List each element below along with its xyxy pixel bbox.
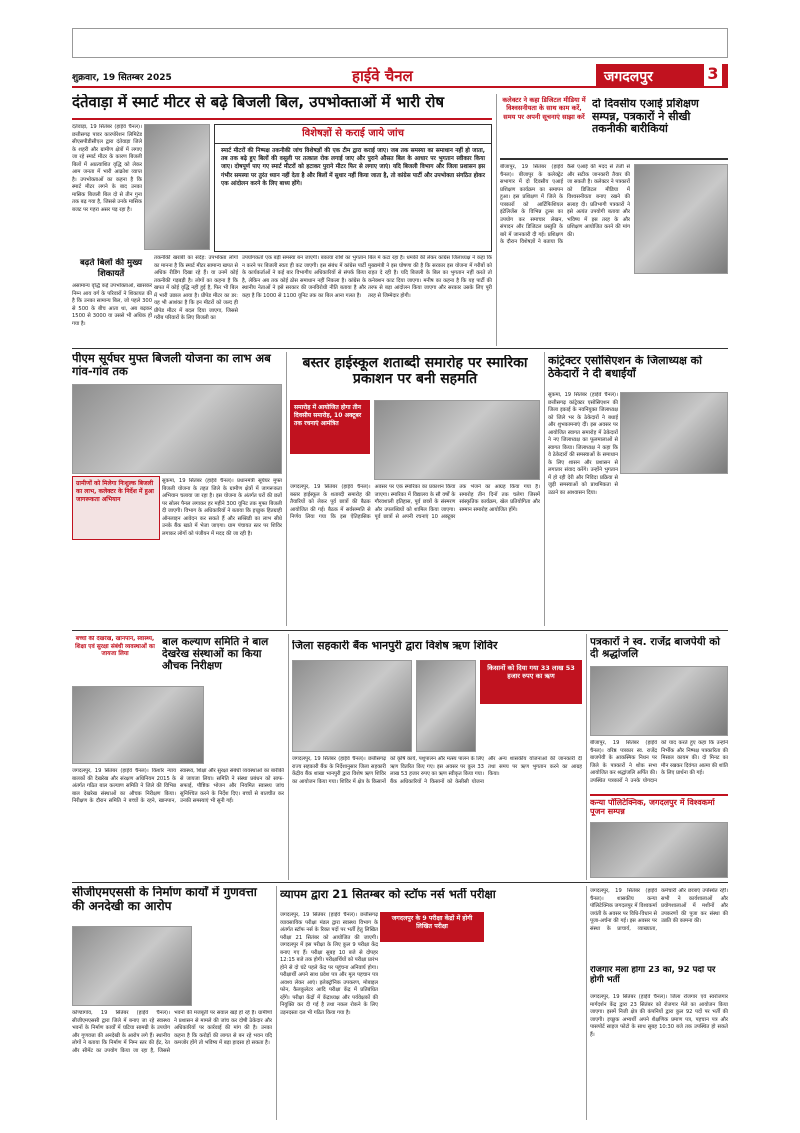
paper-name: हाईवे चैनल xyxy=(352,67,413,85)
solar-callout xyxy=(72,476,160,540)
bastar-photo xyxy=(374,400,540,480)
bastar-headline: बस्तर हाईस्कूल शताब्दी समारोह पर स्मारिका प्रकाशन पर बनी सहमति xyxy=(302,355,528,388)
jobs-fair-headline: रोजगार मेला होगा 23 को, 92 पदों पर होगी भर्ती xyxy=(590,966,716,985)
bal-kalyan-photo xyxy=(72,686,204,764)
top-ad-banner xyxy=(72,28,728,58)
smart-meter-col1: दंतेवाड़ा, 19 सितंबर (हाईवे चैनल)। छत्तीसगढ़ पावर कारपोरेशन लिमिटेड सीएसपीडीसीएल द्वारा दंतेवाड़ा जिले के शहरी और ग्रामीण क्षेत्रों में लगाए जा रहे स्मार्ट मीटर के कारण बिजली बिलों में अप्रत्याशित वृद्धि को लेकर आम जनता में भारी आक्रोश व्याप्त है। उपभोक्ताओं का कहना है कि स्मार्ट मीटर लगने के बाद उनका मासिक बिजली बिल दो से तीन गुना तक बढ़ गया है, जिससे उनके मासिक बजट पर गहरा असर पड़ रहा है। xyxy=(72,124,142,213)
bank-callout xyxy=(480,660,582,704)
bal-kalyan-body: जगदलपुर, 19 सितंबर (हाईवे चैनल)। किशोर न्याय बालकों की देखरेख और संरक्षण अधिनियम 2015 के अंतर्गत गठित बाल कल्याण समिति ने जिले की विभिन्न बाल देखरेख संस्थाओं का औचक निरीक्षण किया। निरीक्षण के दौरान समिति ने बच्चों के रहने, खानपान, स्वास्थ्य, शिक्षा और सुरक्षा संबंधी व्यवस्थाओं का बारीकी से जायजा लिया। समिति ने संस्था प्रबंधन को साफ-सफाई, पौष्टिक भोजन और नियमित स्वास्थ्य जांच सुनिश्चित करने के निर्देश दिए। बच्चों से बातचीत कर उनकी समस्याएं भी सुनी गईं। xyxy=(72,768,284,805)
jobs-fair-body: जगदलपुर, 19 सितंबर (हाईवे चैनल)। जिला रोजगार एवं स्वरोजगार मार्गदर्शन केंद्र द्वारा 23 सितंबर को रोजगार मेले का आयोजन किया जाएगा। इसमें निजी क्षेत्र की कंपनियों द्वारा कुल 92 पदों पर भर्ती की जाएगी। इच्छुक अभ्यर्थी अपने शैक्षणिक प्रमाण पत्र, पहचान पत्र और पासपोर्ट साइज फोटो के साथ सुबह 10:30 बजे तक उपस्थित हो सकते हैं। xyxy=(590,994,728,1038)
issue-date: शुक्रवार, 19 सितम्बर 2025 xyxy=(72,73,172,83)
vyapam-body: जगदलपुर, 19 सितंबर (हाईवे चैनल)। छत्तीसगढ़ व्यावसायिक परीक्षा मंडल द्वारा स्वास्थ्य विभाग के अंतर्गत स्टॉफ नर्स के रिक्त पदों पर भर्ती हेतु लिखित परीक्षा 21 सितंबर को आयोजित की जाएगी। जगदलपुर में इस परीक्षा के लिए कुल 9 परीक्षा केंद्र बनाए गए हैं। परीक्षा सुबह 10 बजे से दोपहर 12:15 बजे तक होगी। परीक्षार्थियों को परीक्षा प्रारंभ होने से दो घंटे पहले केंद्र पर पहुंचना अनिवार्य होगा। परीक्षार्थी अपने साथ प्रवेश पत्र और मूल पहचान पत्र अवश्य लेकर आएं। इलेक्ट्रॉनिक उपकरण, मोबाइल फोन, कैलकुलेटर आदि परीक्षा केंद्र में प्रतिबंधित रहेंगे। परीक्षा केंद्रों में केंद्राध्यक्ष और पर्यवेक्षकों की नियुक्ति कर दी गई है तथा नकल रोकने के लिए उड़नदस्ता दल भी गठित किया गया है। xyxy=(280,912,378,1016)
column-divider-3 xyxy=(544,352,545,626)
ai-training-body: बीजापुर, 19 सितंबर (हाईवे चैनल)। बीजापुर के कलेक्ट्रेट सभागार में दो दिवसीय एआई प्रशिक्षण कार्यक्रम का समापन हुआ। इस प्रशिक्षण में जिले के पत्रकारों को आर्टिफिशियल इंटेलिजेंस के विभिन्न टूल्स का उपयोग कर समाचार लेखन, संपादन और डिजिटल प्रस्तुति के बारे में जानकारी दी गई। प्रशिक्षण के दौरान विशेषज्ञों ने बताया कि कैसे एआई की मदद से तेजी से और सटीक जानकारी तैयार की जा सकती है। कलेक्टर ने पत्रकारों को डिजिटल मीडिया में विश्वसनीयता बनाए रखने की सलाह दी। प्रतिभागी पत्रकारों ने इसे अत्यंत उपयोगी बताया और भविष्य में इस तरह के और प्रशिक्षण आयोजित करने की मांग की। xyxy=(500,164,630,246)
row-1-rule xyxy=(72,348,728,349)
city-name: जगदलपुर xyxy=(604,69,653,85)
bank-photo-2 xyxy=(416,660,476,752)
smart-meter-box-text: स्मार्ट मीटरों की निष्पक्ष तकनीकी जांच विशेषज्ञों की एक टीम द्वारा कराई जाए। जब तक समस्या का समाधान नहीं हो जाता, तब तक बढ़े हुए बिलों की वसूली पर तत्काल रोक लगाई जाए और पुराने औसत बिल के आधार पर भुगतान स्वीकार किया जाए। दोषपूर्ण पाए गए स्मार्ट मीटरों को हटाकर पुराने मीटर फिर से लगाए जाएं। यदि बिजली विभाग और जिला प्रशासन इस गंभीर समस्या पर तुरंत ध्यान नहीं देता है और बिलों में सुधार नहीं किया जाता है, तो कांग्रेस पार्टी और उपभोक्ता संगठित होकर एक आंदोलन करने के लिए बाध्य होंगे। xyxy=(221,147,485,188)
masthead xyxy=(72,64,728,88)
ai-training-hl-ext xyxy=(500,158,728,160)
smart-meter-col3: उपयोगकर्ता एक बड़ी समस्या बन जाएगी। बकाया राशि का भुगतान न करने पर बिजली स्वतः ही कट जाएगी। इस संबंध में कांग्रेस पार्टी के कार्यकर्ताओं ने कई बार विभागीय अधिकारियों से संपर्क किया है, लेकिन अब तक कोई ठोस समाधान नहीं निकला है। कांग्रेस के स्थानीय नेताओं ने इसे सरकार की जनविरोधी नीति बताया है और कहा है कि 1000 से 1100 यूनिट तक का बिल आना गलत है। xyxy=(242,255,366,299)
smart-meter-col2: तकनीकी खराबी का संदेह: उपभोक्ता लोगों का मानना है कि स्मार्ट मीटर सामान्य खपत से अधिक रीडिंग दिखा रहे हैं। या उनमें कोई तकनीकी गड़बड़ी है। लोगों का कहना है कि खपत में कोई वृद्धि नहीं हुई है, फिर भी बिल में भारी उछाल आया है। प्रीपेड मीटर का डर: यह भी आशंका है कि इन मीटरों को जल्द ही प्रीपेड मीटर में बदल दिया जाएगा, जिससे गरीब परिवारों के लिए बिजली का xyxy=(154,255,238,322)
smart-meter-subheading: बढ़ते बिलों की मुख्य शिकायतें xyxy=(79,258,143,279)
cgmsc-photo xyxy=(72,926,192,1006)
vyapam-body-2 xyxy=(380,946,484,1120)
column-divider-7 xyxy=(586,886,587,1120)
smart-meter-box xyxy=(214,124,492,252)
vyapam-callout-text: जगदलपुर के 9 परीक्षा केंद्रों में होगी लिखित परीक्षा xyxy=(391,915,473,931)
bastar-body: जगदलपुर, 19 सितंबर (हाईवे चैनल)। बस्तर हाईस्कूल के शताब्दी समारोह की तैयारियों को लेकर पूर्व छात्रों की बैठक आयोजित की गई। बैठक में सर्वसम्मति से निर्णय लिया गया कि इस ऐतिहासिक अवसर पर एक स्मारिका का प्रकाशन किया जाएगा। स्मारिका में विद्यालय के सौ वर्षों के गौरवशाली इतिहास, पूर्व छात्रों के संस्मरण और उपलब्धियों को शामिल किया जाएगा। पूर्व छात्रों से अपनी रचनाएं 10 अक्टूबर तक भेजने का आग्रह किया गया है। समारोह तीन दिनों तक चलेगा जिसमें सांस्कृतिक कार्यक्रम, खेल प्रतियोगिता और सम्मान समारोह आयोजित होंगे। xyxy=(290,484,540,521)
cgmsc-body: कोण्डागांव, 19 सितंबर (हाईवे चैनल)। सीजीएमएससी द्वारा जिले में बनाए जा रहे स्वास्थ्य भवनों के निर्माण कार्यों में घटिया सामग्री के उपयोग और गुणवत्ता की अनदेखी के आरोप लगे हैं। स्थानीय लोगों ने बताया कि निर्माण में निम्न स्तर की ईंट, रेत और सीमेंट का उपयोग किया जा रहा है, जिससे भवनों की मजबूती पर सवाल खड़े हो रहे हैं। ग्रामीणों ने प्रशासन से मामले की जांच कर दोषी ठेकेदार और अधिकारियों पर कार्रवाई की मांग की है। उनका कहना है कि करोड़ों की लागत से बन रहे भवन यदि कमजोर होंगे तो भविष्य में बड़ा हादसा हो सकता है। xyxy=(72,1010,272,1054)
vyapam-body-3 xyxy=(486,912,582,1120)
bank-photo-1 xyxy=(292,660,412,752)
page-number: 3 xyxy=(704,64,722,86)
contractor-body-cont xyxy=(622,478,728,626)
vishwakarma-headline-bar xyxy=(590,794,728,796)
vyapam-headline: व्यापम द्वारा 21 सितम्बर को स्टॉफ नर्स भर्ती परीक्षा xyxy=(280,888,496,901)
smart-meter-box-heading: विशेषज्ञों से कराई जाये जांच xyxy=(215,125,491,144)
bank-callout-text: किसानों को दिया गया 33 लाख 53 हजार रुपए का ऋण xyxy=(487,664,575,681)
bank-headline: जिला सहकारी बैंक भानपुरी द्वारा विशेष ऋण शिविर xyxy=(292,640,498,652)
vajpayee-headline: पत्रकारों ने स्व. राजेंद्र बाजपेयी को दी श्रद्धांजलि xyxy=(590,636,721,661)
row-3-rule xyxy=(72,882,728,883)
bastar-callout xyxy=(290,400,370,454)
column-divider-2 xyxy=(286,352,287,626)
solar-photo xyxy=(72,384,282,474)
contractor-headline: कांट्रेक्टर एसोसिएशन के जिलाध्यक्ष को ठेकेदारों ने दी बधाईयाँ xyxy=(548,355,702,380)
ai-training-kicker: कलेक्टर ने कहा डिजिटल मीडिया में विश्वसनीयता के साथ काम करें, समय पर अपनी सूचनाएं साझा करें xyxy=(502,96,586,121)
solar-callout-text: ग्रामीणों को मिलेगा निःशुल्क बिजली का लाभ, कलेक्टर के निर्देश में हुआ जागरूकता अभियान xyxy=(76,480,154,503)
vajpayee-photo xyxy=(590,666,728,736)
row-2-rule xyxy=(72,630,728,631)
bastar-callout-text: समारोह में आयोजित होगा तीन दिवसीय समारोह, 10 अक्टूबर तक रचनाएं आमंत्रित xyxy=(294,404,362,427)
contractor-body: सुकमा, 19 सितंबर (हाईवे चैनल)। छत्तीसगढ़ कांट्रेक्टर एसोसिएशन की जिला इकाई के नवनियुक्त जिलाध्यक्ष को जिले भर के ठेकेदारों ने बधाई और शुभकामनाएं दीं। इस अवसर पर आयोजित स्वागत समारोह में ठेकेदारों ने नए जिलाध्यक्ष का फूलमालाओं से स्वागत किया। जिलाध्यक्ष ने कहा कि वे ठेकेदारों की समस्याओं के समाधान के लिए शासन और प्रशासन से लगातार संवाद करेंगे। उन्होंने भुगतान में हो रही देरी और निविदा प्रक्रिया से जुड़ी समस्याओं को प्राथमिकता से उठाने का आश्वासन दिया। xyxy=(548,392,618,496)
smart-meter-portrait xyxy=(144,124,210,250)
ai-training-headline: दो दिवसीय एआई प्रशिक्षण सम्पन्न, पत्रकारों ने सीखी तकनीकी बारीकियां xyxy=(592,98,699,136)
solar-headline: पीएम सूर्यघर मुफ्त बिजली योजना का लाभ अब गांव-गांव तक xyxy=(72,352,271,379)
bank-body: जगदलपुर, 19 सितंबर (हाईवे चैनल)। छत्तीसगढ़ राज्य सहकारी बैंक के निर्देशानुसार जिला सहकारी केंद्रीय बैंक शाखा भानपुरी द्वारा विशेष ऋण शिविर का आयोजन किया गया। शिविर में क्षेत्र के किसानों को कृषि कार्य, पशुपालन और मत्स्य पालन के लिए ऋण वितरित किए गए। इस अवसर पर कुल 33 लाख 53 हजार रुपए का ऋण स्वीकृत किया गया। बैंक अधिकारियों ने किसानों को केसीसी योजना और अन्य शासकीय योजनाओं की जानकारी दी तथा समय पर ऋण भुगतान करने का आग्रह किया। xyxy=(292,756,582,785)
bank-body-side xyxy=(480,708,582,752)
bal-kalyan-kicker: बच्चों की देखरेख, खानपान, स्वास्थ्य, शिक्षा एवं सुरक्षा संबंधी व्यवस्थाओं का जायजा लिया xyxy=(75,636,155,658)
city-tab xyxy=(596,64,728,88)
smart-meter-col4: बिल में कटा रहा है। धमकी की लेकर कांग्रेस जिलाध्यक्ष ने कहा कि मुख्यमंत्री ने इस घोषणा की है कि सरकार इस योजना में गरीबों को राहत दे रही है। यदि बिजली के बिल का भुगतान नहीं करते तो कनेक्शन काट दिया जाएगा। मनीष का कहना है कि यह पार्टी की तरफ से बड़ा आंदोलन किया जाएगा और सरकार उसके लिए पूरी तरह से जिम्मेदार होगी। xyxy=(368,255,492,299)
smart-meter-col1b: असामान्य वृद्धि कई उपभोक्ताओं, खासकर निम्न आय वर्ग के परिवारों ने शिकायत की है कि उनका सामान्य बिल, जो पहले 300 से 500 के बीच आता था, अब बढ़कर 1500 से 3000 या उससे भी अधिक हो गया है। xyxy=(72,283,152,327)
contractor-photo xyxy=(620,392,728,474)
cgmsc-headline: सीजीएमएससी के निर्माण कार्यों में गुणवत्ता की अनदेखी का आरोप xyxy=(72,886,257,913)
smart-meter-rule xyxy=(72,118,492,120)
smart-meter-headline: दंतेवाड़ा में स्मार्ट मीटर से बढ़े बिजली बिल, उपभोक्ताओं में भारी रोष xyxy=(72,94,445,111)
solar-body: सुकमा, 19 सितंबर (हाईवे चैनल)। प्रधानमंत्री सूर्यघर मुफ्त बिजली योजना के तहत जिले के ग्रामीण क्षेत्रों में जागरूकता अभियान चलाया जा रहा है। इस योजना के अंतर्गत घरों की छतों पर सोलर पैनल लगाकर हर महीने 300 यूनिट तक मुफ्त बिजली दी जाएगी। विभाग के अधिकारियों ने बताया कि इच्छुक हितग्राही ऑनलाइन आवेदन कर सकते हैं और सब्सिडी का लाभ सीधे उनके बैंक खाते में भेजा जाएगा। ग्राम पंचायत स्तर पर शिविर लगाकर लोगों को पंजीयन में मदद की जा रही है। xyxy=(162,478,282,537)
column-divider-6 xyxy=(276,886,277,1120)
column-divider-5 xyxy=(586,634,587,880)
ai-training-photo xyxy=(634,164,728,274)
column-divider xyxy=(496,94,497,346)
vajpayee-body: बीजापुर, 19 सितंबर (हाईवे चैनल)। वरिष्ठ पत्रकार स्व. राजेंद्र बाजपेयी के आकस्मिक निधन पर जिले के पत्रकारों ने शोक सभा आयोजित कर श्रद्धांजलि अर्पित की। उपस्थित पत्रकारों ने उनके योगदान को याद करते हुए कहा कि उन्होंने निर्भीक और निष्पक्ष पत्रकारिता की मिसाल कायम की। दो मिनट का मौन रखकर दिवंगत आत्मा की शांति के लिए प्रार्थना की गई। xyxy=(590,740,728,784)
cgmsc-body-side xyxy=(196,926,272,1006)
vyapam-callout xyxy=(380,912,484,942)
vishwakarma-body: जगदलपुर, 19 सितंबर (हाईवे चैनल)। शासकीय कन्या पॉलिटेक्निक जगदलपुर में विश्वकर्मा जयंती के अवसर पर विधि-विधान से पूजा-अर्चना की गई। इस अवसर पर संस्था के प्राचार्य, व्याख्याता, कर्मचारी और छात्राएं उपस्थित रहीं। सभी ने कार्यशालाओं और प्रयोगशालाओं में मशीनों और उपकरणों की पूजा कर संस्था की उन्नति की कामना की। xyxy=(590,888,728,932)
vishwakarma-headline: कन्या पॉलिटेक्निक, जगदलपुर में विश्वकर्मा पूजन सम्पन्न xyxy=(590,798,715,817)
ai-training-body-cont xyxy=(634,278,728,344)
column-divider-4 xyxy=(288,634,289,880)
solar-body-left xyxy=(72,544,160,626)
bal-kalyan-body-side xyxy=(208,686,284,764)
vishwakarma-photo xyxy=(590,822,728,878)
bal-kalyan-headline: बाल कल्याण समिति ने बाल देखरेख संस्थाओं का किया औचक निरीक्षण xyxy=(162,636,269,673)
